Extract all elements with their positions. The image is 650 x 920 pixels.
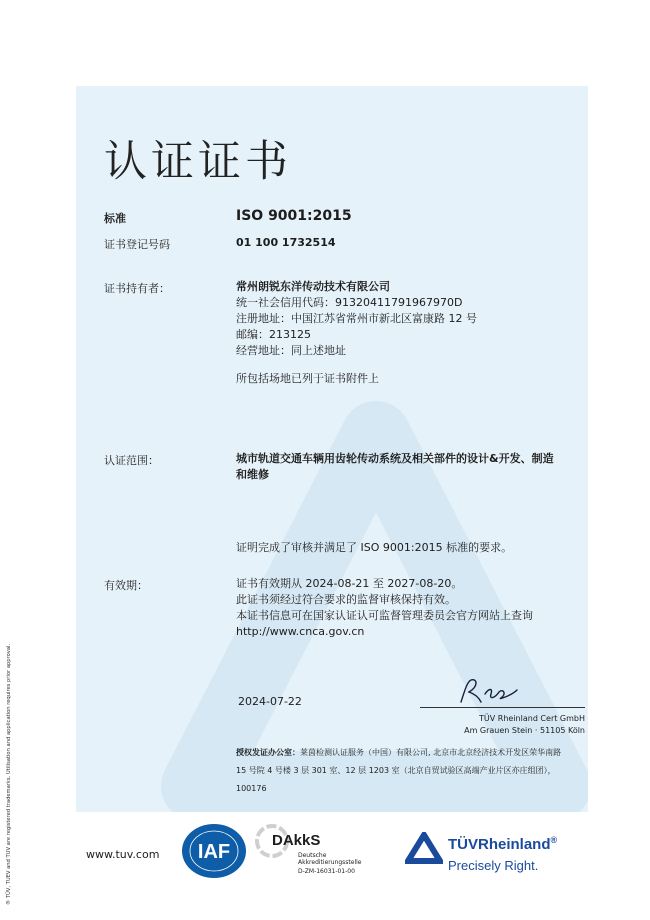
standard-value: ISO 9001:2015 — [236, 208, 352, 224]
holder-name: 常州朗锐东洋传动技术有限公司 — [236, 280, 390, 293]
holder-label: 证书持有者： — [104, 282, 170, 295]
dakks-id: D-ZM-16031-01-00 — [298, 868, 355, 875]
issuer-line-1: 莱茵检测认证服务（中国）有限公司, 北京市北京经济技术开发区荣华南路 — [300, 748, 562, 757]
scope-line-1: 城市轨道交通车辆用齿轮传动系统及相关部件的设计&开发、制造 — [236, 452, 554, 465]
issuer-label: 授权发证办公室： — [236, 748, 300, 757]
validity-lookup: 本证书信息可在国家认证认可监督管理委员会官方网站上查询 — [236, 609, 533, 622]
certificate-title: 认证证书 — [104, 137, 292, 187]
validity-label: 有效期： — [104, 579, 148, 592]
tuv-tagline: Precisely Right. — [448, 858, 539, 873]
dakks-sub-1: Deutsche — [298, 852, 327, 859]
issue-date: 2024-07-22 — [238, 695, 302, 708]
holder-address: 注册地址：中国江苏省常州市新北区富康路 12 号 — [236, 312, 477, 325]
standard-label: 标准 — [104, 212, 126, 225]
registration-value: 01 100 1732514 — [236, 236, 336, 249]
issuing-office — [236, 744, 586, 798]
trademark-side-note: ® TÜV, TUEV and TUV are registered trademarks. Utilisation and application requires prior approval. — [6, 643, 12, 905]
dakks-name: DAkkS — [272, 832, 321, 849]
holder-business-address: 经营地址：同上述地址 — [236, 344, 346, 357]
holder-credit-code: 统一社会信用代码：91320411791967970D — [236, 296, 463, 309]
signatory-address: Am Grauen Stein · 51105 Köln — [464, 726, 585, 735]
dakks-sub-2: Akkreditierungsstelle — [298, 859, 362, 866]
signature — [455, 676, 525, 706]
signatory-company: TÜV Rheinland Cert GmbH — [479, 714, 585, 723]
tuv-triangle-logo — [405, 832, 443, 864]
validity-surveillance: 此证书须经过符合要求的监督审核保持有效。 — [236, 593, 456, 606]
validity-url: http://www.cnca.gov.cn — [236, 625, 365, 638]
registration-label: 证书登记号码 — [104, 238, 170, 251]
tuv-brand — [448, 835, 557, 853]
holder-sites-note: 所包括场地已列于证书附件上 — [236, 372, 379, 385]
conformity-statement: 证明完成了审核并满足了 ISO 9001:2015 标准的要求。 — [236, 541, 513, 554]
holder-postcode: 邮编：213125 — [236, 328, 311, 341]
iaf-logo — [180, 822, 248, 880]
validity-period: 证书有效期从 2024-08-21 至 2027-08-20。 — [236, 577, 463, 590]
footer-url[interactable]: www.tuv.com — [86, 848, 160, 861]
signature-line — [420, 707, 585, 708]
scope-line-2: 和维修 — [236, 468, 269, 481]
issuer-line-3: 100176 — [236, 784, 267, 793]
scope-label: 认证范围： — [104, 454, 159, 467]
issuer-line-2: 15 号院 4 号楼 3 层 301 室、12 层 1203 室（北京自贸试验区高端产业片区亦庄组团）， — [236, 766, 556, 775]
tuv-reg: ® — [550, 835, 558, 845]
tuv-brand-text: TÜVRheinland — [448, 836, 551, 853]
iaf-logo-text: IAF — [197, 841, 231, 863]
